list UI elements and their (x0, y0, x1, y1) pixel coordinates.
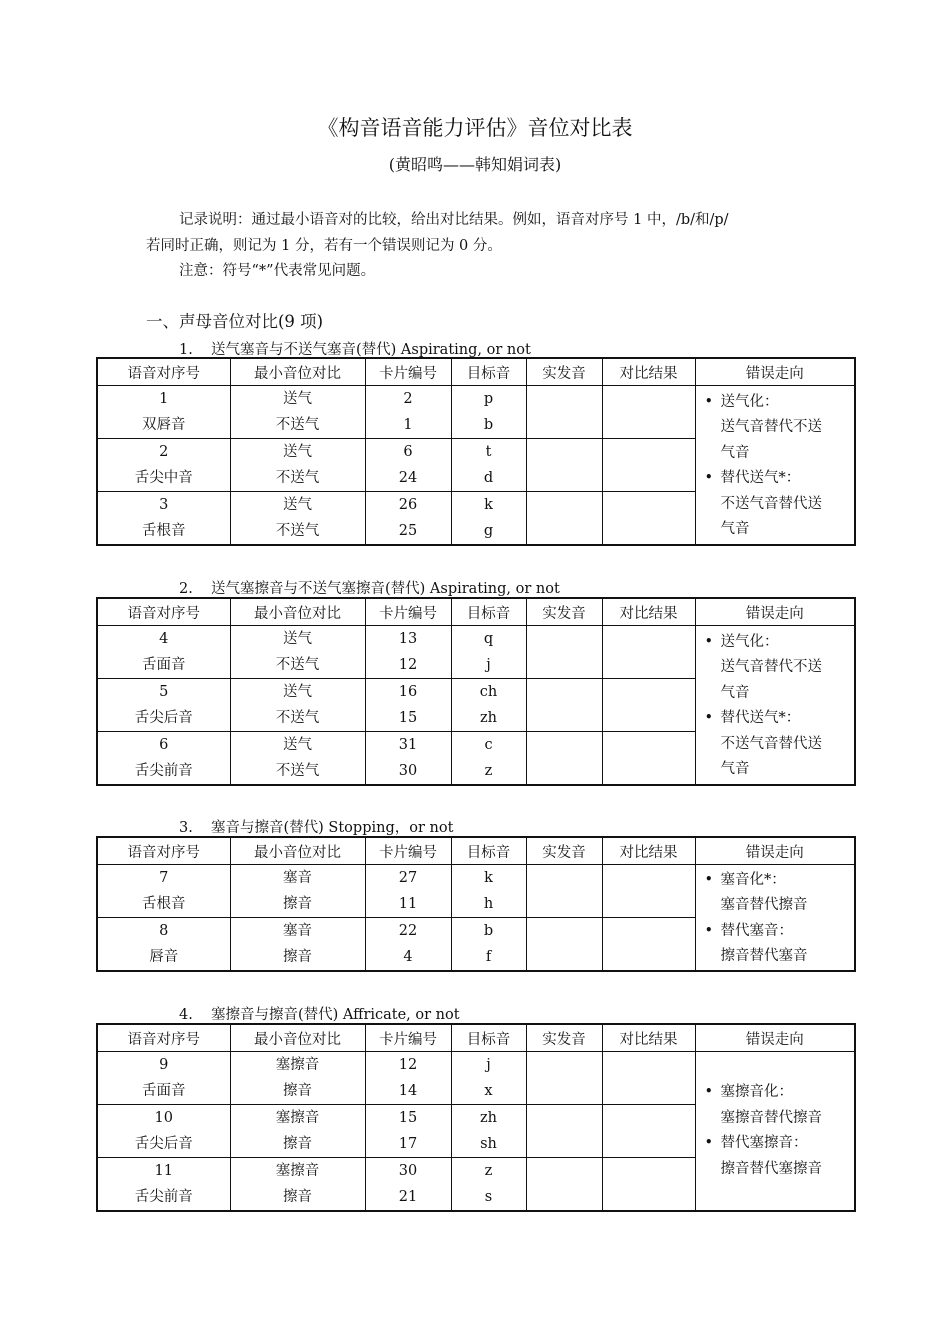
contrast-table-3 (96, 836, 856, 972)
contrast-cell-top: 送气 (283, 684, 312, 700)
card-number-cell-top: 16 (398, 684, 418, 700)
contrast-cell-bottom: 不送气 (275, 470, 320, 486)
table-header-row (97, 1024, 855, 1052)
actual-sound-input-cell[interactable] (526, 492, 602, 546)
error-direction-description: 塞音替代擦音 (720, 897, 808, 913)
target-sound-cell (451, 1105, 526, 1158)
target-sound-cell (451, 386, 526, 439)
table-row (97, 626, 855, 679)
card-number-cell (365, 1105, 451, 1158)
table-row (97, 865, 855, 918)
contrast-cell (230, 1105, 365, 1158)
pair-number-cell-top: 9 (159, 1057, 169, 1073)
target-sound-cell-bottom: g (483, 523, 494, 539)
error-direction-label: 替代送气*： (720, 470, 801, 486)
target-sound-cell (451, 1158, 526, 1212)
column-header: 语音对序号 (97, 598, 230, 626)
bullet-icon: • (704, 1084, 714, 1100)
actual-sound-input-cell[interactable] (526, 386, 602, 439)
pair-number-cell (97, 865, 230, 918)
card-number-cell (365, 439, 451, 492)
contrast-cell-bottom: 不送气 (275, 523, 320, 539)
column-header: 最小音位对比 (230, 1024, 365, 1052)
card-number-cell (365, 679, 451, 732)
card-number-cell-bottom: 11 (398, 896, 418, 912)
result-input-cell[interactable] (602, 439, 695, 492)
contrast-cell-bottom: 擦音 (283, 896, 312, 912)
contrast-cell-top: 送气 (283, 497, 312, 513)
target-sound-cell-top: c (484, 737, 493, 753)
error-direction-description: 擦音替代塞音 (720, 948, 808, 964)
pair-number-cell-top: 6 (159, 737, 169, 753)
card-number-cell (365, 1158, 451, 1212)
table-heading-text: 塞音与擦音(替代) Stopping，or not (211, 820, 454, 836)
column-header: 对比结果 (602, 598, 695, 626)
column-header: 对比结果 (602, 1024, 695, 1052)
contrast-cell-bottom: 不送气 (275, 417, 320, 433)
result-input-cell[interactable] (602, 386, 695, 439)
contrast-cell (230, 1158, 365, 1212)
contrast-cell-top: 塞音 (283, 923, 312, 939)
error-direction-item (704, 1080, 855, 1131)
card-number-cell-top: 12 (398, 1057, 418, 1073)
actual-sound-input-cell[interactable] (526, 918, 602, 972)
target-sound-cell-bottom: sh (480, 1136, 497, 1152)
target-sound-cell-top: j (486, 1057, 491, 1073)
section-heading-initials: 一、声母音位对比(9 项) (146, 312, 324, 331)
table-row (97, 1052, 855, 1105)
pair-number-cell (97, 492, 230, 546)
pair-number-cell-top: 7 (159, 870, 169, 886)
column-header: 卡片编号 (365, 1024, 451, 1052)
contrast-cell (230, 918, 365, 972)
contrast-table-2 (96, 597, 856, 786)
column-header: 卡片编号 (365, 358, 451, 386)
contrast-cell (230, 492, 365, 546)
card-number-cell-bottom: 12 (398, 657, 418, 673)
actual-sound-input-cell[interactable] (526, 732, 602, 786)
pair-number-cell (97, 1052, 230, 1105)
table-heading-number: 4. (179, 1007, 193, 1023)
card-number-cell (365, 732, 451, 786)
card-number-cell-bottom: 1 (403, 417, 413, 433)
result-input-cell[interactable] (602, 1105, 695, 1158)
contrast-cell-top: 塞擦音 (275, 1163, 320, 1179)
error-direction-description: 不送气音替代送 (720, 495, 822, 512)
error-direction-item (704, 466, 855, 543)
table-heading-1 (179, 338, 531, 359)
pair-number-cell-top: 5 (159, 684, 169, 700)
actual-sound-input-cell[interactable] (526, 1158, 602, 1212)
bullet-icon: • (704, 922, 714, 939)
pair-number-cell-bottom: 舌尖后音 (134, 710, 193, 726)
table-header-row (97, 598, 855, 626)
card-number-cell (365, 492, 451, 546)
contrast-cell (230, 386, 365, 439)
column-header: 目标音 (451, 358, 526, 386)
column-header: 错误走向 (695, 358, 855, 386)
recording-note-line2: 若同时正确，则记为 1 分，若有一个错误则记为 0 分。 (146, 238, 502, 254)
actual-sound-input-cell[interactable] (526, 626, 602, 679)
contrast-cell-top: 送气 (283, 631, 312, 647)
contrast-table-1 (96, 357, 856, 546)
card-number-cell-top: 2 (403, 391, 413, 407)
card-number-cell-bottom: 30 (398, 763, 418, 779)
column-header: 实发音 (526, 598, 602, 626)
pair-number-cell-top: 3 (159, 497, 169, 513)
contrast-cell-top: 塞擦音 (275, 1110, 320, 1126)
result-input-cell[interactable] (602, 1052, 695, 1105)
card-number-cell (365, 1052, 451, 1105)
contrast-cell-top: 送气 (283, 444, 312, 460)
pair-number-cell-top: 10 (154, 1110, 173, 1126)
target-sound-cell (451, 865, 526, 918)
document-title: 《构音语音能力评估》音位对比表 (317, 116, 633, 140)
actual-sound-input-cell[interactable] (526, 865, 602, 918)
error-direction-label: 替代送气*： (720, 710, 801, 726)
target-sound-cell-bottom: h (483, 896, 494, 912)
contrast-cell (230, 679, 365, 732)
contrast-cell-bottom: 不送气 (275, 710, 320, 726)
target-sound-cell-top: k (484, 497, 493, 513)
pair-number-cell (97, 1105, 230, 1158)
bullet-icon: • (704, 470, 714, 486)
result-input-cell[interactable] (602, 918, 695, 972)
error-direction-label: 塞音化*： (720, 871, 786, 888)
contrast-cell-top: 送气 (283, 391, 312, 407)
column-header: 实发音 (526, 1024, 602, 1052)
result-input-cell[interactable] (602, 492, 695, 546)
column-header: 语音对序号 (97, 358, 230, 386)
error-direction-cell (695, 386, 855, 546)
error-direction-item (704, 630, 855, 707)
contrast-cell (230, 439, 365, 492)
contrast-cell-bottom: 不送气 (275, 657, 320, 673)
table-heading-text: 送气塞擦音与不送气塞擦音(替代) Aspirating, or not (211, 581, 560, 597)
target-sound-cell (451, 918, 526, 972)
pair-number-cell-bottom: 舌尖前音 (134, 763, 193, 779)
error-direction-cell (695, 865, 855, 972)
document-subtitle: (黄昭鸣——韩知娟词表) (388, 155, 562, 174)
target-sound-cell-bottom: z (484, 763, 493, 779)
card-number-cell (365, 918, 451, 972)
target-sound-cell-top: q (483, 631, 494, 647)
card-number-cell (365, 386, 451, 439)
error-direction-item (704, 390, 855, 467)
table-heading-number: 3. (179, 820, 193, 836)
contrast-cell (230, 1052, 365, 1105)
target-sound-cell-top: ch (479, 684, 498, 700)
pair-number-cell-bottom: 舌尖前音 (134, 1189, 193, 1205)
contrast-cell-top: 塞音 (283, 870, 312, 886)
pair-number-cell-bottom: 舌尖后音 (134, 1136, 193, 1152)
pair-number-cell-top: 11 (154, 1163, 173, 1179)
error-direction-description: 不送气音替代送 (720, 735, 822, 752)
column-header: 错误走向 (695, 837, 855, 865)
error-direction-label: 送气化： (720, 393, 779, 410)
result-input-cell[interactable] (602, 865, 695, 918)
column-header: 实发音 (526, 358, 602, 386)
symbol-note: 注意：符号“*”代表常见问题。 (179, 263, 376, 279)
error-direction-description: 送气音替代不送 (720, 419, 822, 435)
table-heading-text: 塞擦音与擦音(替代) Affricate, or not (211, 1007, 460, 1023)
card-number-cell (365, 865, 451, 918)
pair-number-cell (97, 732, 230, 786)
contrast-cell-bottom: 擦音 (283, 1189, 312, 1205)
pair-number-cell (97, 679, 230, 732)
target-sound-cell-top: zh (480, 1110, 497, 1126)
error-direction-description: 塞擦音替代擦音 (720, 1109, 822, 1126)
pair-number-cell-top: 2 (159, 444, 169, 460)
card-number-cell-bottom: 15 (398, 710, 418, 726)
result-input-cell[interactable] (602, 626, 695, 679)
bullet-icon: • (704, 1135, 714, 1151)
pair-number-cell-bottom: 舌根音 (142, 523, 186, 539)
card-number-cell-bottom: 21 (398, 1189, 418, 1205)
error-direction-label: 塞擦音化： (720, 1084, 793, 1100)
table-heading-text: 送气塞音与不送气塞音(替代) Aspirating, or not (211, 342, 531, 358)
target-sound-cell-top: p (483, 391, 494, 407)
pair-number-cell (97, 626, 230, 679)
card-number-cell-top: 22 (398, 923, 418, 939)
card-number-cell-top: 26 (398, 497, 418, 513)
column-header: 卡片编号 (365, 837, 451, 865)
error-direction-description: 气音 (720, 684, 750, 701)
target-sound-cell (451, 1052, 526, 1105)
card-number-cell-top: 6 (403, 444, 413, 460)
card-number-cell-top: 13 (398, 631, 418, 647)
bullet-icon: • (704, 710, 714, 726)
card-number-cell-bottom: 24 (398, 470, 418, 486)
contrast-cell-bottom: 不送气 (275, 763, 320, 779)
column-header: 卡片编号 (365, 598, 451, 626)
table-heading-4 (179, 1003, 460, 1024)
error-direction-item (704, 919, 855, 970)
column-header: 语音对序号 (97, 837, 230, 865)
error-direction-label: 替代塞擦音： (720, 1135, 808, 1151)
pair-number-cell-top: 4 (159, 631, 169, 647)
column-header: 最小音位对比 (230, 837, 365, 865)
contrast-cell-bottom: 擦音 (283, 1136, 312, 1152)
error-direction-item (704, 1131, 855, 1182)
column-header: 最小音位对比 (230, 358, 365, 386)
target-sound-cell (451, 626, 526, 679)
card-number-cell-top: 31 (398, 737, 418, 753)
contrast-cell-bottom: 擦音 (283, 949, 312, 965)
error-direction-label: 送气化： (720, 633, 779, 650)
card-number-cell-bottom: 25 (398, 523, 418, 539)
target-sound-cell-bottom: j (486, 657, 491, 673)
contrast-table-4 (96, 1023, 856, 1212)
target-sound-cell-top: k (484, 870, 493, 886)
column-header: 对比结果 (602, 358, 695, 386)
contrast-cell-bottom: 擦音 (283, 1083, 312, 1099)
error-direction-item (704, 868, 855, 919)
actual-sound-input-cell[interactable] (526, 1052, 602, 1105)
column-header: 目标音 (451, 837, 526, 865)
pair-number-cell-top: 8 (159, 923, 169, 939)
bullet-icon: • (704, 393, 714, 410)
error-direction-cell (695, 1052, 855, 1212)
card-number-cell-bottom: 4 (403, 949, 413, 965)
target-sound-cell-top: z (484, 1163, 493, 1179)
pair-number-cell-bottom: 唇音 (149, 949, 179, 965)
table-heading-3 (179, 816, 453, 837)
pair-number-cell-bottom: 舌根音 (142, 896, 186, 912)
actual-sound-input-cell[interactable] (526, 1105, 602, 1158)
pair-number-cell (97, 1158, 230, 1212)
pair-number-cell-bottom: 舌尖中音 (134, 470, 193, 486)
column-header: 错误走向 (695, 1024, 855, 1052)
table-header-row (97, 358, 855, 386)
error-direction-description: 气音 (720, 444, 750, 461)
card-number-cell-top: 15 (398, 1110, 418, 1126)
error-direction-description: 擦音替代塞擦音 (720, 1160, 822, 1177)
contrast-cell-top: 塞擦音 (275, 1057, 320, 1073)
bullet-icon: • (704, 633, 714, 650)
target-sound-cell-bottom: b (483, 417, 494, 433)
error-direction-description: 气音 (720, 521, 750, 537)
target-sound-cell-bottom: f (485, 949, 492, 965)
result-input-cell[interactable] (602, 732, 695, 786)
actual-sound-input-cell[interactable] (526, 439, 602, 492)
pair-number-cell-top: 1 (159, 391, 169, 407)
target-sound-cell-bottom: d (483, 470, 494, 486)
result-input-cell[interactable] (602, 1158, 695, 1212)
result-input-cell[interactable] (602, 679, 695, 732)
actual-sound-input-cell[interactable] (526, 679, 602, 732)
column-header: 目标音 (451, 598, 526, 626)
card-number-cell-bottom: 14 (398, 1083, 418, 1099)
table-header-row (97, 837, 855, 865)
column-header: 最小音位对比 (230, 598, 365, 626)
error-direction-cell (695, 626, 855, 786)
error-direction-item (704, 706, 855, 783)
card-number-cell-top: 30 (398, 1163, 418, 1179)
target-sound-cell (451, 492, 526, 546)
recording-note-line1: 记录说明：通过最小语音对的比较，给出对比结果。例如，语音对序号 1 中，/b/和/p/ (179, 212, 729, 228)
contrast-cell (230, 732, 365, 786)
error-direction-description: 气音 (720, 761, 750, 777)
column-header: 目标音 (451, 1024, 526, 1052)
bullet-icon: • (704, 871, 714, 888)
pair-number-cell-bottom: 舌面音 (142, 657, 186, 673)
pair-number-cell (97, 439, 230, 492)
column-header: 语音对序号 (97, 1024, 230, 1052)
card-number-cell-top: 27 (398, 870, 418, 886)
column-header: 实发音 (526, 837, 602, 865)
target-sound-cell (451, 439, 526, 492)
target-sound-cell-bottom: s (484, 1189, 493, 1205)
column-header: 对比结果 (602, 837, 695, 865)
contrast-cell (230, 626, 365, 679)
card-number-cell (365, 626, 451, 679)
target-sound-cell-bottom: x (484, 1083, 493, 1099)
error-direction-label: 替代塞音： (720, 922, 793, 939)
table-row (97, 386, 855, 439)
table-heading-number: 1. (179, 342, 193, 358)
pair-number-cell (97, 386, 230, 439)
target-sound-cell-bottom: zh (480, 710, 497, 726)
target-sound-cell (451, 679, 526, 732)
column-header: 错误走向 (695, 598, 855, 626)
card-number-cell-bottom: 17 (398, 1136, 418, 1152)
table-heading-2 (179, 577, 560, 598)
target-sound-cell (451, 732, 526, 786)
error-direction-description: 送气音替代不送 (720, 659, 822, 675)
pair-number-cell-bottom: 双唇音 (142, 417, 186, 433)
contrast-cell (230, 865, 365, 918)
table-heading-number: 2. (179, 581, 193, 597)
pair-number-cell-bottom: 舌面音 (142, 1083, 186, 1099)
contrast-cell-top: 送气 (283, 737, 312, 753)
target-sound-cell-top: t (485, 444, 492, 460)
pair-number-cell (97, 918, 230, 972)
target-sound-cell-top: b (483, 923, 494, 939)
